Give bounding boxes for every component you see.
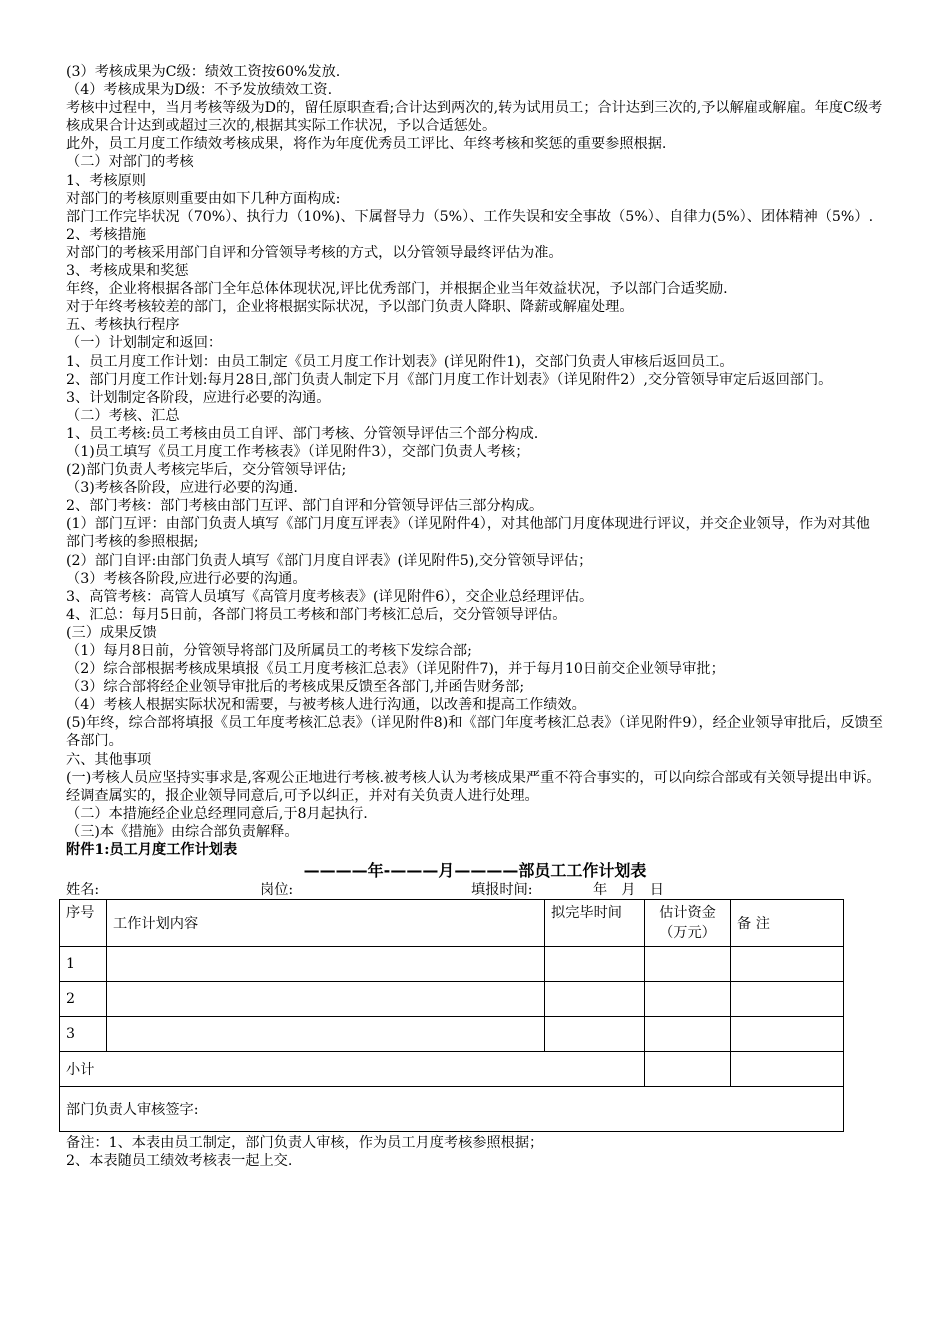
document-body: [66, 63, 884, 841]
cell-remark[interactable]: [731, 982, 844, 1017]
body-paragraph: (3）考核成果为C级：绩效工资按60%发放.: [66, 64, 341, 80]
body-paragraph: 五、考核执行程序: [66, 317, 180, 334]
row-index: 1: [60, 947, 107, 982]
form-meta: [66, 881, 884, 899]
body-paragraph: （4）考核人根据实际状况和需要，与被考核人进行沟通，以改善和提高工作绩效。: [66, 697, 586, 714]
subtotal-row: [60, 1052, 844, 1087]
subtotal-budget-cell[interactable]: [645, 1052, 731, 1087]
cell-content[interactable]: [107, 1017, 545, 1052]
note-line: 2、本表随员工绩效考核表一起上交.: [66, 1153, 293, 1170]
body-paragraph: （2）综合部根据考核成果填报《员工月度考核汇总表》（详见附件7)，并于每月10日前交企业领导审批；: [66, 661, 725, 678]
name-label: 姓名:: [66, 882, 100, 899]
cell-budget[interactable]: [645, 1017, 731, 1052]
body-paragraph: （4）考核成果为D级：不予发放绩效工资.: [66, 82, 333, 99]
body-paragraph: (2）部门自评:由部门负责人填写《部门月度自评表》(详见附件5),交分管领导评估；: [66, 552, 593, 569]
body-paragraph: （3）综合部将经企业领导审批后的考核成果反馈至各部门,并函告财务部;: [66, 679, 525, 696]
document-page: [66, 63, 884, 1170]
cell-remark[interactable]: [731, 947, 844, 982]
col-header-remark: 备 注: [731, 900, 844, 947]
col-header-budget: 估计资金（万元）: [645, 900, 731, 947]
body-paragraph: 3、计划制定各阶段，应进行必要的沟通。: [66, 389, 331, 406]
cell-content[interactable]: [107, 947, 545, 982]
body-paragraph: 3、高管考核：高管人员填写《高管月度考核表》(详见附件6），交企业总经理评估。: [66, 588, 594, 605]
position-label: 岗位:: [260, 882, 294, 899]
body-paragraph: （三)本《措施》由综合部负责解释。: [66, 823, 299, 840]
col-header-content: 工作计划内容: [107, 900, 545, 947]
note-line: 备注：1、本表由员工制定，部门负责人审核，作为员工月度考核参照根据；: [66, 1135, 544, 1152]
cell-deadline[interactable]: [545, 947, 645, 982]
body-paragraph: 对于年终考核较差的部门，企业将根据实际状况，予以部门负责人降职、降薪或解雇处理。: [66, 299, 634, 316]
body-paragraph: 对部门的考核原则重要由如下几种方面构成:: [66, 190, 341, 207]
body-paragraph: （二）考核、汇总: [66, 407, 180, 424]
body-paragraph: 1、员工月度工作计划：由员工制定《员工月度工作计划表》(详见附件1)，交部门负责人审核后返回员工。: [66, 353, 734, 370]
cell-budget[interactable]: [645, 947, 731, 982]
col-header-deadline: 拟完毕时间: [545, 900, 645, 947]
body-paragraph: 六、其他事项: [66, 751, 152, 768]
cell-content[interactable]: [107, 982, 545, 1017]
table-row: [60, 1017, 844, 1052]
body-paragraph: 3、考核成果和奖惩: [66, 263, 189, 280]
body-paragraph: 4、汇总：每月5日前，各部门将员工考核和部门考核汇总后，交分管领导评估。: [66, 606, 567, 623]
cell-remark[interactable]: [731, 1017, 844, 1052]
body-paragraph: 1、考核原则: [66, 172, 146, 189]
row-index: 3: [60, 1017, 107, 1052]
body-paragraph: （1）每月8日前，分管领导将部门及所属员工的考核下发综合部;: [66, 643, 472, 659]
table-row: [60, 982, 844, 1017]
body-paragraph: (一)考核人员应坚持实事求是,客观公正地进行考核.被考核人认为考核成果严重不符合事实的，可以向综合部或有关领导提出申诉。经调查属实的，报企业领导同意后,可予以纠正，并对有关负责人进行处理。: [66, 769, 881, 804]
cell-deadline[interactable]: [545, 1017, 645, 1052]
body-paragraph: （3)考核各阶段，应进行必要的沟通.: [66, 480, 298, 497]
body-paragraph: 年终，企业将根据各部门全年总体体现状况,评比优秀部门，并根据企业当年效益状况，予以部门合适奖励.: [66, 281, 728, 298]
body-paragraph: (2)部门负责人考核完毕后，交分管领导评估;: [66, 462, 347, 479]
cell-budget[interactable]: [645, 982, 731, 1017]
subtotal-remark-cell[interactable]: [731, 1052, 844, 1087]
body-paragraph: (5)年终，综合部将填报《员工年度考核汇总表》（详见附件8)和《部门年度考核汇总表》（详见附件9），经企业领导审批后，反馈至各部门。: [66, 715, 883, 750]
date-units: 年 月 日: [593, 882, 664, 899]
body-paragraph: 1、员工考核:员工考核由员工自评、部门考核、分管领导评估三个部分构成.: [66, 425, 539, 442]
body-paragraph: 2、部门月度工作计划:每月28日,部门负责人制定下月《部门月度工作计划表》（详见附件2）,交分管领导审定后返回部门。: [66, 371, 833, 388]
row-index: 2: [60, 982, 107, 1017]
col-header-index: 序号: [60, 900, 107, 947]
form-notes: [66, 1134, 884, 1170]
body-paragraph: 考核中过程中，当月考核等级为D的，留任原职查看;合计达到两次的,转为试用员工；合计达到三次的,予以解雇或解雇。年度C级考核成果合计达到或超过三次的,根据其实际工作状况，予以合适惩处。: [66, 100, 883, 135]
body-paragraph: （一）计划制定和返回：: [66, 335, 223, 352]
form-title: ————年-———月————部员工工作计划表: [303, 861, 647, 881]
body-paragraph: 2、部门考核：部门考核由部门互评、部门自评和分管领导评估三部分构成。: [66, 498, 544, 515]
date-label: 填报时间:: [471, 882, 533, 899]
signature-row: [60, 1087, 844, 1132]
body-paragraph: （3）考核各阶段,应进行必要的沟通。: [66, 570, 307, 587]
plan-table: [59, 899, 844, 1132]
body-paragraph: （二）本措施经企业总经理同意后,于8月起执行.: [66, 805, 368, 822]
cell-deadline[interactable]: [545, 982, 645, 1017]
body-paragraph: （1)员工填写《员工月度工作考核表》（详见附件3），交部门负责人考核；: [66, 443, 530, 460]
body-paragraph: （二）对部门的考核: [66, 154, 194, 171]
attachment-heading: 附件1:员工月度工作计划表: [66, 842, 238, 859]
subtotal-label: 小计: [60, 1052, 645, 1087]
body-paragraph: 2、考核措施: [66, 226, 146, 243]
body-paragraph: 此外，员工月度工作绩效考核成果，将作为年度优秀员工评比、年终考核和奖惩的重要参照根据.: [66, 136, 667, 153]
body-paragraph: 部门工作完毕状况（70%）、执行力（10%)、下属督导力（5%）、工作失误和安全事故（5%）、自律力(5%）、团体精神（5%）.: [66, 208, 874, 225]
body-paragraph: (三）成果反馈: [66, 624, 157, 641]
table-header-row: [60, 900, 844, 947]
body-paragraph: 对部门的考核采用部门自评和分管领导考核的方式，以分管领导最终评估为准。: [66, 244, 563, 261]
signature-label: 部门负责人审核签字:: [60, 1087, 844, 1132]
body-paragraph: (1）部门互评：由部门负责人填写《部门月度互评表》（详见附件4），对其他部门月度体现进行评议，并交企业领导，作为对其他部门考核的参照根据;: [66, 516, 870, 551]
table-row: [60, 947, 844, 982]
